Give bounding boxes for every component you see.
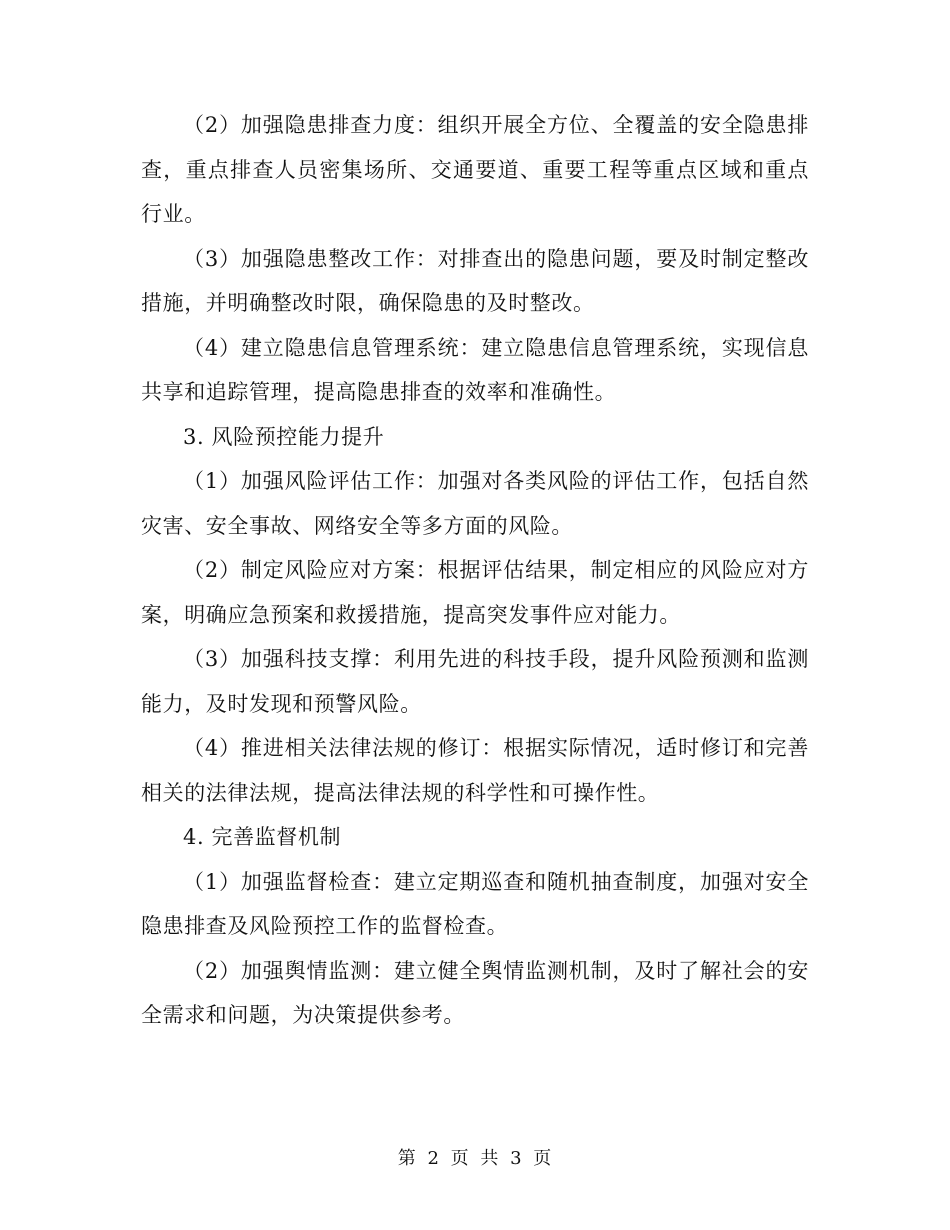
paragraph-4-1: （1）加强监督检查：建立定期巡查和随机抽查制度，加强对安全隐患排查及风险预控工作的监督检查。: [141, 869, 809, 938]
paragraph-2-4: （4）建立隐患信息管理系统：建立隐患信息管理系统，实现信息共享和追踪管理，提高隐患排查的效率和准确性。: [141, 335, 809, 404]
paragraph-2-2: （2）加强隐患排查力度：组织开展全方位、全覆盖的安全隐患排查，重点排查人员密集场所、交通要道、重要工程等重点区域和重点行业。: [141, 113, 809, 226]
section-heading-4: 4. 完善监督机制: [183, 825, 342, 849]
paragraph-3-4: （4）推进相关法律法规的修订：根据实际情况，适时修订和完善相关的法律法规，提高法律法规的科学性和可操作性。: [141, 736, 809, 805]
paragraph-4-2: （2）加强舆情监测：建立健全舆情监测机制，及时了解社会的安全需求和问题，为决策提供参考。: [141, 958, 809, 1027]
section-heading-3: 3. 风险预控能力提升: [183, 424, 385, 449]
paragraph-2-3: （3）加强隐患整改工作：对排查出的隐患问题，要及时制定整改措施，并明确整改时限，确保隐患的及时整改。: [141, 246, 809, 315]
document-body: [141, 103, 809, 1038]
paragraph-3-2: （2）制定风险应对方案：根据评估结果，制定相应的风险应对方案，明确应急预案和救援措施，提高突发事件应对能力。: [141, 558, 809, 627]
paragraph-3-3: （3）加强科技支撑：利用先进的科技手段，提升风险预测和监测能力，及时发现和预警风险。: [141, 647, 809, 716]
paragraph-3-1: （1）加强风险评估工作：加强对各类风险的评估工作，包括自然灾害、安全事故、网络安全等多方面的风险。: [141, 469, 809, 538]
page-number-footer: 第 2 页 共 3 页: [397, 1148, 553, 1169]
